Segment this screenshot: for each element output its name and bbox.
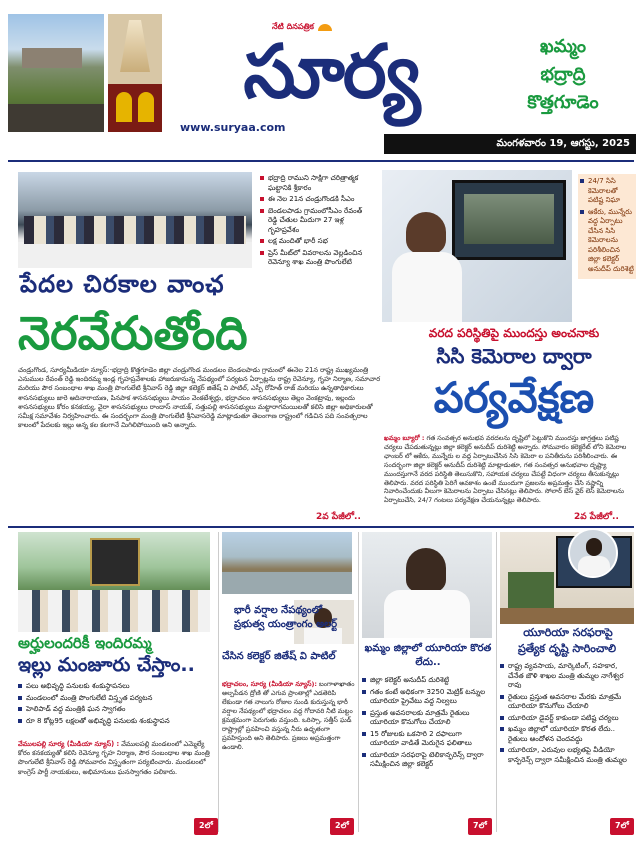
top-bullet: భద్రాద్రి రాముని సాక్షిగా చరిత్రాత్మక ఘట్టానికి శ్రీకారం (260, 174, 370, 193)
top-bullet: ఈ నెల 21న చండ్రుగొండకి సీఎం (260, 195, 370, 205)
urea-khammam-bullet: జిల్లా కలెక్టర్ అనుదీప్ దురిశెట్టి (362, 676, 492, 686)
lead-photo-meeting (18, 172, 252, 268)
houses-bullet: పలు అభివృద్ధి పనులకు శంకుస్థాపనలు (18, 682, 214, 692)
urea-khammam-page-tag: 7లో (468, 818, 492, 835)
top-bullet-list (260, 174, 370, 270)
houses-body-wrap (18, 740, 214, 814)
houses-bullet: మండలంలో మంత్రి పొంగులేటి విస్తృత పర్యటన (18, 694, 214, 704)
urea-focus-bullet: రాష్ట్ర వ్యవసాయ, మార్కెటింగ్, సహకార, చేనేత జౌళి శాఖల మంత్రి తుమ్మల నాగేశ్వర రావు (500, 662, 634, 691)
cctv-bullet: ఆకేరు, మున్నేరు వద్ద ఏర్పాటు చేసిన సిసి కెమెరాలను పరిశీలించిన జిల్లా కలెక్టర్ అనుదీప్ దురిశెట్టి (580, 208, 634, 275)
lead-body: చండ్రుగొండ, సూర్యమీడియా న్యూస్:-భద్రాద్రి కొత్తగూడెం జిల్లా చండ్రుగొండ మండలం బెండలపాడు గ్రామంలో ఈనెల 21న రాష్ట్ర ముఖ్యమంత్రి ఎనుముల రేవంత్ రెడ్డి ఇందిరమ్మ ఇండ్ల గృహప్రవేశాలకు హాజరుకానున్న నేపథ్యంలో పర్యటన ఏర్పాట్లను రాష్ట్ర రెవెన్యూ, గృహ నిర్మాణ, సమాచార మరియు పౌర సంబంధాల శాఖ మంత్రి పొంగులేటి శ్రీనివాస్ రెడ్డి జిల్లా కలెక్టర్ జితేష్ వి పాటిల్, ఎస్పీ రోహిత్ రాజ్ మరియు ఉన్నతాధికారులు శాసనసభ్యులు జారె ఆదినారాయణ, పినపాక శాసనసభ్యులు పాయం వెంకటేశ్వర్లు, భద్రాచలం శాసనసభ్యులు తెల్లం వెంకట్రావు, ఇల్లందు శాసనసభ్యులు కోరం కనకయ్య, వైరా శాసనసభ్యులు రాందాస్ నాయక్, సత్తుపల్లి శాసనసభ్యులు మట్టారాగమయిలతో కలిసి జిల్లా అధికారులతో సమీక్ష సమావేశం నిర్వహించారు. ఈ సందర్భంగా మంత్రి పొంగులేటి శ్రీనివాసరెడ్డి మాట్లాడుతూ తెలంగాణ రాష్ట్రంలో గడిచిన పది సంవత్సరాల కాలంలో పేదలకు ఇల్లు అన్న కల కలగానే మిగిలిపోయింది అని అన్నారు. (18, 366, 381, 430)
cctv-headline: పర్యవేక్షణ (433, 373, 595, 422)
houses-photo-foundation (18, 532, 210, 632)
masthead-rule (8, 160, 634, 162)
houses-body: వేములపల్లి మండలంలో ఎమ్మెల్యే కోరం కనకయ్యతో కలిసి రెవెన్యూ గృహ నిర్మాణ, పౌర సంబంధాల శాఖ మంత్రి పొంగులేటి శ్రీనివాస్ రెడ్డి సోమవారం విస్తృతంగా పర్యటించారు. మండలంలో కాంగ్రెస్ పార్టీ నాయకులు, అభిమానులు ఘనస్వాగతం పలికారు. (18, 740, 210, 776)
urea-khammam-bullet: 15 రోజులకు ఒకసారి 2 దఫాలుగా యూరియా వాడితే మెరుగైన ఫలితాలు (362, 730, 492, 749)
alert-headline: భారీ వర్షాల నేపథ్యంలో ప్రభుత్వ యంత్రాంగం అలర్ట్ (234, 605, 338, 630)
alert-page-tag: 2లో (330, 818, 354, 835)
cctv-kicker: వరద పరిస్థితిపై ముందస్తు అంచనాకు (428, 326, 600, 340)
urea-khammam-headline: ఖమ్మం జిల్లాలో యూరియా కొరత లేదు.. (364, 643, 492, 668)
column-divider (496, 532, 497, 832)
urea-focus-photo-minister (568, 528, 618, 578)
urea-focus-page-tag: 7లో (610, 818, 634, 835)
urea-focus-bullet: యూరియా, ఎరువుల లభ్యతపై వీడియో కాన్ఫరెన్స్ ద్వారా సమీక్షించిన మంత్రి తుమ్మల (500, 746, 634, 765)
cctv-dateline: ఖమ్మం బ్యూరో : (384, 434, 425, 442)
lead-continued: 2వ పేజీలో.. (316, 512, 361, 522)
cctv-photo-collector (382, 170, 572, 322)
edition-line-2: భద్రాద్రి (540, 64, 586, 85)
edition-line-1: ఖమ్మం (540, 36, 586, 57)
date-bar: మంగళవారం 19, ఆగస్టు, 2025 (384, 134, 636, 154)
urea-khammam-bullet: ప్రస్తుత అవసరాలకు మాత్రమే రైతులు యూరియా కొనుగోలు చేయాలి (362, 709, 492, 728)
cctv-bullet-list (578, 174, 636, 279)
houses-dateline: వేములపల్లి సూర్య (మీడియా న్యూస్) : (18, 740, 120, 748)
urea-khammam-bullet: గతం కంటే అధికంగా 3250 మెట్రిక్ టన్నుల యూరియా ప్రైవేటు వద్ద నిల్వలు (362, 688, 492, 707)
top-bullet: లక్ష మందితో భారీ సభ (260, 237, 370, 247)
masthead-photo-fort (8, 14, 104, 132)
column-divider (358, 532, 359, 832)
urea-khammam-bullets (362, 676, 492, 772)
urea-focus-headline: ప్రత్యేక దృష్టి సారించాలి (517, 642, 617, 655)
masthead-tagline: నేటి దినపత్రిక (272, 22, 314, 31)
lead-headline: నెరవేరుతోంది (18, 306, 248, 360)
urea-focus-kicker: యూరియా సరఫరాపై (523, 626, 613, 639)
urea-khammam-bullet: యూరియా సరఫరాపై టెలికాన్ఫరెన్స్ ద్వారా సమీక్షించిన జిల్లా కలెక్టర్ (362, 751, 492, 770)
houses-bullet: రూ 8 కోట్ల95 లక్షలతో అభివృద్ధి పనులకు శంకుస్థాపన (18, 717, 214, 727)
alert-dateline: భద్రాచలం, సూర్య (మీడియా న్యూస్): (222, 680, 317, 688)
cctv-bullet: 24/7 సిసి కెమెరాలతో పటిష్ట నిఘా (580, 177, 634, 206)
urea-focus-bullets (500, 662, 634, 767)
top-bullet: ప్రెస్ మీట్‌లో వివరాలను వెల్లడించిన రెవెన్యూ శాఖ మంత్రి పొంగులేటి (260, 249, 370, 268)
cctv-continued: 2వ పేజీలో.. (574, 512, 619, 522)
alert-photo-river (222, 532, 352, 594)
urea-focus-bullet: యూరియా డైవర్ట్ కాకుండా పటిష్ట చర్యలు (500, 714, 634, 724)
section-divider (8, 526, 634, 528)
masthead-title: సూర్య (243, 29, 419, 115)
alert-body: బంగాళాఖాతం అల్పపీడన ద్రోణి తో ఎగువ ప్రాంతాల్లో ఎడతెరిపి లేకుండా గత నాలుగు రోజుల నుండి కురుస్తున్న భారీ వర్షాల నేపథ్యంలో భద్రాచలం వద్ద గోదావరి నీటి మట్టం క్రమక్రమంగా పెరుగుతు వస్తుంది. ఒరిస్సా, సత్తీస్ ఘడ్ రాష్ట్రాల్లో ప్రవహించి వస్తున్న నీరు ఉధృతంగా ప్రవహిస్తుంది అని తెలిపారు. ప్రజలు అప్రమత్తంగా ఉండాలి. (222, 680, 355, 751)
masthead-photo-temple (108, 14, 162, 132)
houses-kicker: అర్హులందరికీ ఇందిరమ్మ (18, 634, 152, 652)
houses-bullet: హెలిపాడ్ వద్ద మంత్రికి ఘన స్వాగతం (18, 705, 214, 715)
top-bullet: బెండలపాడు గ్రామంలోసీఎం రేవంత్ రెడ్డి చేతుల మీదుగా 27 ఇళ్ల గృహప్రవేశం (260, 207, 370, 236)
masthead-website: www.suryaa.com (180, 121, 286, 134)
alert-subhead: చేసిన కలెక్టర్ జితేష్ వి పాటిల్ (222, 651, 336, 662)
lead-kicker: పేదల చిరకాల వాంఛ (20, 270, 225, 298)
cctv-body: గత సంవత్సర అనుభవ వరదలను దృష్టిలో పెట్టుకొని ముందస్తు జాగ్రత్తలు పటిష్ట చర్యలు చేపడుతున్నట్లు జిల్లా కలెక్టర్ అనుదీప్ దురిశెట్టి అన్నారు. సోమవారం కలెక్టరేట్ లోని కెమెరాల ఛాంబర్ లో ఆకేరు, మున్నేరు ల వద్ద ఏర్పాటుచేసిన సిసి కెమెరా ల పనితీరును పరిశీలించారు. ఈ సందర్భంగా జిల్లా కలెక్టర్ అనుదీప్ దురిశెట్టి మాట్లాడుతూ, గత సంవత్సర అనుభవాల దృష్ట్యా ముందస్తుగానే వరద పరిస్థితి తెలుసుకొని, సహాయక చర్యలు చేపట్టే విధంగా చర్యలు తీసుకున్నట్లు తెలిపారు. వరద పరిస్థితి పెరిగే అవకాశం ఉంటే ముందుగా ప్రజలను అప్రమత్తం చేసి నష్టాన్ని నివారించేందుకు వీలుగా కెమెరాలను ఏర్పాటు చేసినట్లు తెలిపారు. సోలార్ బేస్ వైర్ లెస్ కెమెరాలను ఏర్పాటుచేసి, 24/7 గంటలు పర్యవేక్షణ చేయనున్నట్లు తెలిపారు. (384, 434, 627, 505)
cctv-body-wrap (384, 434, 634, 514)
houses-page-tag: 2లో (194, 818, 218, 835)
urea-focus-bullet: ఖమ్మం జిల్లాలో యూరియా కొరత లేదు.. రైతులు ఆందోళన చెందవద్దు (500, 725, 634, 744)
cctv-subhead: సిసి కెమెరాల ద్వారా (436, 344, 592, 368)
houses-bullet-list (18, 682, 214, 728)
column-divider (218, 532, 219, 832)
urea-photo-collector (362, 532, 492, 638)
alert-body-wrap (222, 680, 356, 814)
urea-focus-bullet: రైతులు ప్రస్తుత అవసరాల మేరకు మాత్రమే యూరియా కొనుగోలు చేయాలి (500, 693, 634, 712)
edition-line-3: కొత్తగూడెం (527, 92, 599, 113)
houses-headline: ఇల్లు మంజూరు చేస్తాం.. (18, 654, 195, 676)
